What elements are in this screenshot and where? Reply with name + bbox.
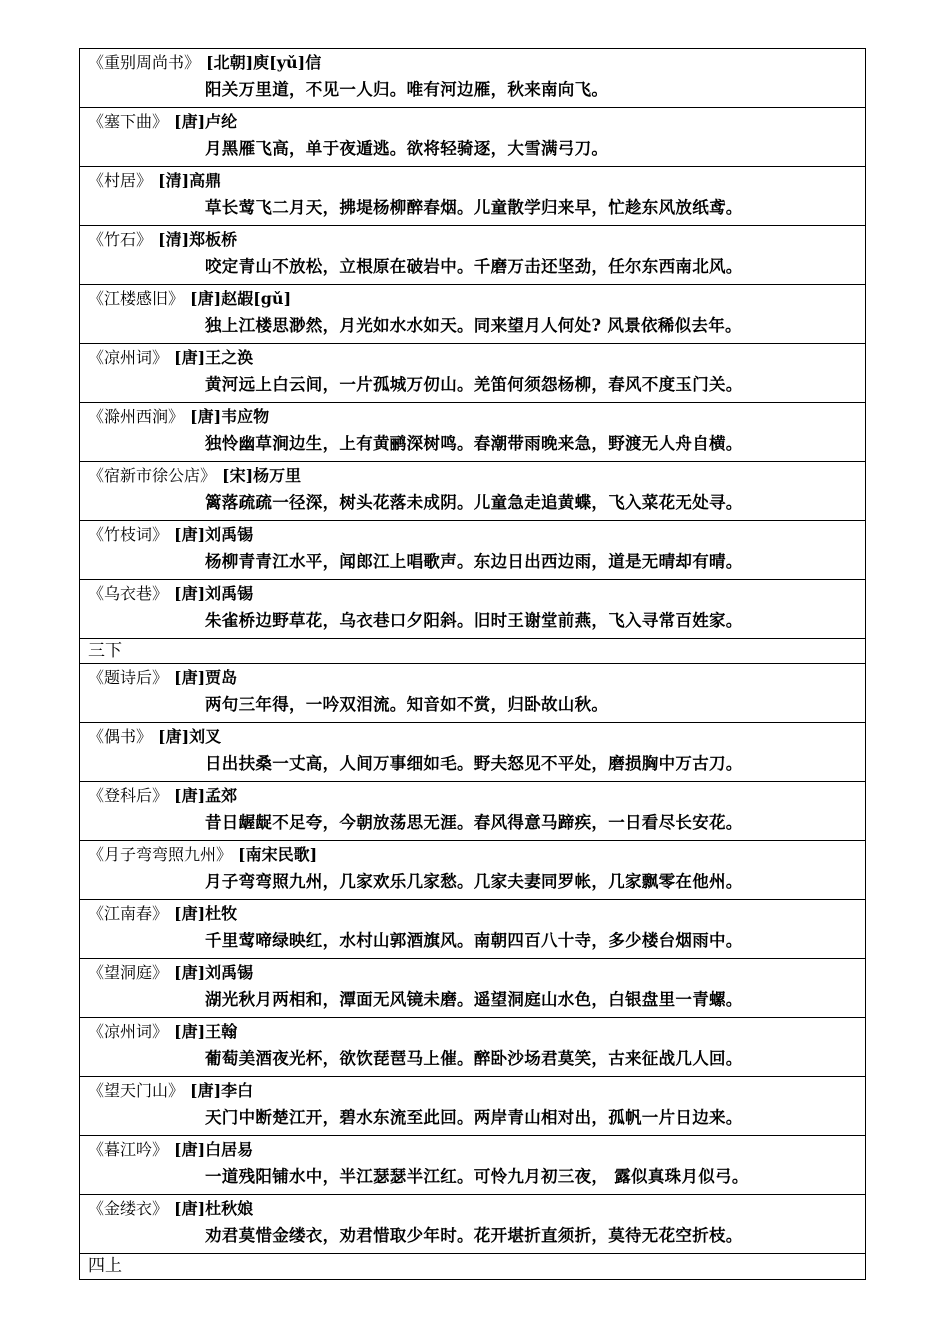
poem-title: 《江南春》 [88, 904, 169, 923]
poem-dynasty: [唐] [174, 584, 206, 603]
poem-dynasty: [唐] [174, 1140, 206, 1159]
poem-heading [80, 462, 865, 489]
poem-title: 《凉州词》 [88, 1022, 169, 1041]
poem-heading [80, 167, 865, 194]
poem-dynasty: [唐] [174, 348, 206, 367]
poem-heading [80, 1136, 865, 1163]
poem-author: 杜牧 [205, 904, 238, 923]
poem-text: 阳关万里道，不见一人归。唯有河边雁，秋来南向飞。 [205, 80, 609, 99]
poem-row [80, 1018, 865, 1077]
poem-row [80, 782, 865, 841]
section-heading: 三下 [80, 639, 865, 664]
poem-heading [80, 49, 865, 76]
poem-heading [80, 285, 865, 312]
poem-row [80, 226, 865, 285]
poem-text: 一道残阳铺水中，半江瑟瑟半江红。可怜九月初三夜， 露似真珠月似弓。 [205, 1167, 749, 1186]
poem-author: 贾岛 [205, 668, 238, 687]
poem-row [80, 1136, 865, 1195]
poem-row [80, 959, 865, 1018]
poem-title: 《偶书》 [88, 727, 153, 746]
poem-text: 朱雀桥边野草花，乌衣巷口夕阳斜。旧时王谢堂前燕，飞入寻常百姓家。 [205, 611, 743, 630]
poem-row [80, 1077, 865, 1136]
poem-text: 天门中断楚江开，碧水东流至此回。两岸青山相对出，孤帆一片日边来。 [205, 1108, 743, 1127]
poem-row [80, 521, 865, 580]
poem-heading [80, 959, 865, 986]
poem-heading [80, 403, 865, 430]
poem-text: 黄河远上白云间，一片孤城万仞山。羌笛何须怨杨柳，春风不度玉门关。 [205, 375, 743, 394]
poem-table [79, 48, 866, 1280]
poem-title: 《滁州西涧》 [88, 407, 185, 426]
poem-dynasty: [唐] [174, 786, 206, 805]
poem-row [80, 108, 865, 167]
poem-row [80, 403, 865, 462]
poem-author: 白居易 [205, 1140, 254, 1159]
poem-dynasty: [唐] [190, 1081, 222, 1100]
poem-dynasty: [唐] [174, 525, 206, 544]
poem-heading [80, 1077, 865, 1104]
poem-heading [80, 841, 865, 868]
poem-dynasty: [清] [158, 230, 190, 249]
poem-title: 《竹石》 [88, 230, 153, 249]
poem-author: 刘禹锡 [205, 525, 254, 544]
poem-row [80, 723, 865, 782]
poem-title: 《江楼感旧》 [88, 289, 185, 308]
poem-author: 杜秋娘 [205, 1199, 254, 1218]
poem-dynasty: [唐] [158, 727, 190, 746]
poem-author: 高鼎 [189, 171, 222, 190]
poem-author: 李白 [221, 1081, 254, 1100]
poem-heading [80, 344, 865, 371]
poem-row [80, 664, 865, 723]
poem-title: 《望天门山》 [88, 1081, 185, 1100]
poem-author: 庾[yǔ]信 [253, 53, 322, 72]
poem-row [80, 580, 865, 639]
poem-dynasty: [唐] [174, 668, 206, 687]
poem-row [80, 167, 865, 226]
poem-author: 赵嘏[gǔ] [221, 289, 292, 308]
poem-heading [80, 664, 865, 691]
poem-author: 孟郊 [205, 786, 238, 805]
poem-text: 咬定青山不放松，立根原在破岩中。千磨万击还坚劲，任尔东西南北风。 [205, 257, 743, 276]
poem-dynasty: [清] [158, 171, 190, 190]
poem-title: 《登科后》 [88, 786, 169, 805]
poem-author: 王翰 [205, 1022, 238, 1041]
poem-text: 独怜幽草涧边生，上有黄鹂深树鸣。春潮带雨晚来急，野渡无人舟自横。 [205, 434, 743, 453]
poem-author: 韦应物 [221, 407, 270, 426]
section-heading: 四上 [88, 1256, 122, 1276]
poem-dynasty: [唐] [174, 112, 206, 131]
poem-row [80, 841, 865, 900]
poem-heading [80, 1018, 865, 1045]
poem-text: 月黑雁飞高，单于夜遁逃。欲将轻骑逐，大雪满弓刀。 [205, 139, 609, 158]
poem-dynasty: [唐] [174, 1199, 206, 1218]
poem-dynasty: [唐] [190, 289, 222, 308]
poem-heading [80, 1195, 865, 1222]
poem-row [80, 285, 865, 344]
poem-text: 两句三年得，一吟双泪流。知音如不赏，归卧故山秋。 [205, 695, 609, 714]
poem-text: 劝君莫惜金缕衣，劝君惜取少年时。花开堪折直须折，莫待无花空折枝。 [205, 1226, 743, 1245]
poem-dynasty: [唐] [174, 963, 206, 982]
poem-dynasty: [宋] [222, 466, 254, 485]
poem-title: 《暮江吟》 [88, 1140, 169, 1159]
poem-dynasty: [唐] [190, 407, 222, 426]
poem-title: 《宿新市徐公店》 [88, 466, 217, 485]
poem-title: 《重别周尚书》 [88, 53, 201, 72]
poem-text: 千里莺啼绿映红，水村山郭酒旗风。南朝四百八十寺，多少楼台烟雨中。 [205, 931, 743, 950]
poem-title: 《金缕衣》 [88, 1199, 169, 1218]
poem-text: 杨柳青青江水平，闻郎江上唱歌声。东边日出西边雨，道是无晴却有晴。 [205, 552, 743, 571]
poem-dynasty: [唐] [174, 1022, 206, 1041]
poem-title: 《乌衣巷》 [88, 584, 169, 603]
poem-text: 葡萄美酒夜光杯，欲饮琵琶马上催。醉卧沙场君莫笑，古来征战几人回。 [205, 1049, 743, 1068]
poem-heading [80, 521, 865, 548]
poem-author: 郑板桥 [189, 230, 238, 249]
poem-text: 月子弯弯照九州，几家欢乐几家愁。几家夫妻同罗帐，几家飘零在他州。 [205, 872, 743, 891]
poem-title: 《竹枝词》 [88, 525, 169, 544]
poem-text: 日出扶桑一丈高，人间万事细如毛。野夫怒见不平处，磨损胸中万古刀。 [205, 754, 743, 773]
poem-author: 刘叉 [189, 727, 222, 746]
poem-title: 《月子弯弯照九州》 [88, 845, 233, 864]
poem-heading [80, 900, 865, 927]
poem-dynasty: [南宋民歌] [238, 845, 318, 864]
poem-author: 杨万里 [253, 466, 302, 485]
poem-heading [80, 108, 865, 135]
poem-heading [80, 226, 865, 253]
poem-text: 篱落疏疏一径深，树头花落未成阴。儿童急走追黄蝶，飞入菜花无处寻。 [205, 493, 743, 512]
poem-title: 《塞下曲》 [88, 112, 169, 131]
poem-text: 湖光秋月两相和，潭面无风镜未磨。遥望洞庭山水色，白银盘里一青螺。 [205, 990, 743, 1009]
poem-heading [80, 580, 865, 607]
poem-author: 刘禹锡 [205, 963, 254, 982]
poem-row [80, 1195, 865, 1254]
poem-text: 昔日龌龊不足夸，今朝放荡思无涯。春风得意马蹄疾，一日看尽长安花。 [205, 813, 743, 832]
poem-dynasty: [唐] [174, 904, 206, 923]
poem-dynasty: [北朝] [206, 53, 254, 72]
poem-row [80, 462, 865, 521]
poem-text: 独上江楼思渺然，月光如水水如天。同来望月人何处? 风景依稀似去年。 [205, 316, 742, 335]
poem-text: 草长莺飞二月天，拂堤杨柳醉春烟。儿童散学归来早，忙趁东风放纸鸢。 [205, 198, 743, 217]
poem-title: 《题诗后》 [88, 668, 169, 687]
poem-title: 《望洞庭》 [88, 963, 169, 982]
poem-heading [80, 782, 865, 809]
poem-heading [80, 723, 865, 750]
poem-row [80, 344, 865, 403]
poem-author: 刘禹锡 [205, 584, 254, 603]
poem-row [80, 49, 865, 108]
poem-title: 《村居》 [88, 171, 153, 190]
poem-row [80, 900, 865, 959]
poem-author: 卢纶 [205, 112, 238, 131]
poem-author: 王之涣 [205, 348, 254, 367]
poem-title: 《凉州词》 [88, 348, 169, 367]
